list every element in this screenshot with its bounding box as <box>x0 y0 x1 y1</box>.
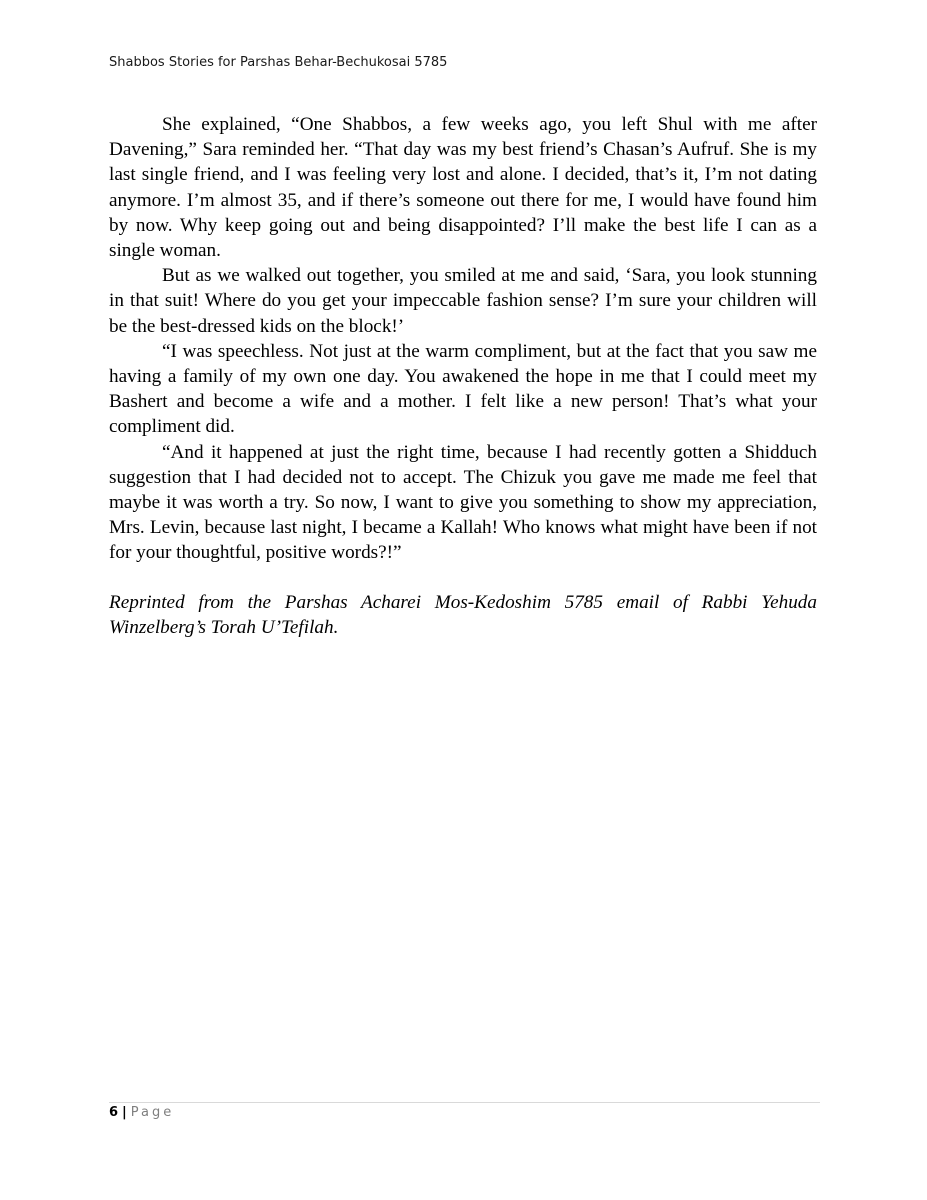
paragraph-2: But as we walked out together, you smiled at me and said, ‘Sara, you look stunning in that suit! Where do you get your impeccable fashion sense? I’m sure your children will be the best-dressed kids on the block!’ <box>109 265 817 337</box>
page-footer <box>109 1105 174 1120</box>
paragraph-4: “And it happened at just the right time, because I had recently gotten a Shidduch suggestion that I had decided not to accept. The Chizuk you gave me made me feel that maybe it was worth a try. So now, I want to give you something to show my appreciation, Mrs. Levin, because last night, I became a Kallah! Who knows what might have been if not for your thoughtful, positive words?!” <box>109 441 817 564</box>
page-number: 6 <box>109 1105 119 1120</box>
footer-divider <box>109 1102 820 1103</box>
page-label: Page <box>130 1105 175 1120</box>
source-credit: Reprinted from the Parshas Acharei Mos-Kedoshim 5785 email of Rabbi Yehuda Winzelberg’s Torah U’Tefilah. <box>109 592 817 639</box>
story-body <box>109 112 817 566</box>
paragraph-1: She explained, “One Shabbos, a few weeks ago, you left Shul with me after Davening,” Sara reminded her. “That day was my best friend’s Chasan’s Aufruf. She is my last single friend, and I was feeling very lost and alone. I decided, that’s it, I’m not dating anymore. I’m almost 35, and if there’s someone out there for me, I would have found him by now. Why keep going out and being disappointed? I’ll make the best life I can as a single woman. <box>109 114 817 262</box>
running-header: Shabbos Stories for Parshas Behar-Bechukosai 5785 <box>109 55 448 70</box>
paragraph-3: “I was speechless. Not just at the warm compliment, but at the fact that you saw me having a family of my own one day. You awakened the hope in me that I could meet my Bashert and become a wife and a mother. I felt like a new person! That’s what your compliment did. <box>109 340 817 438</box>
footer-separator: | <box>122 1105 127 1120</box>
